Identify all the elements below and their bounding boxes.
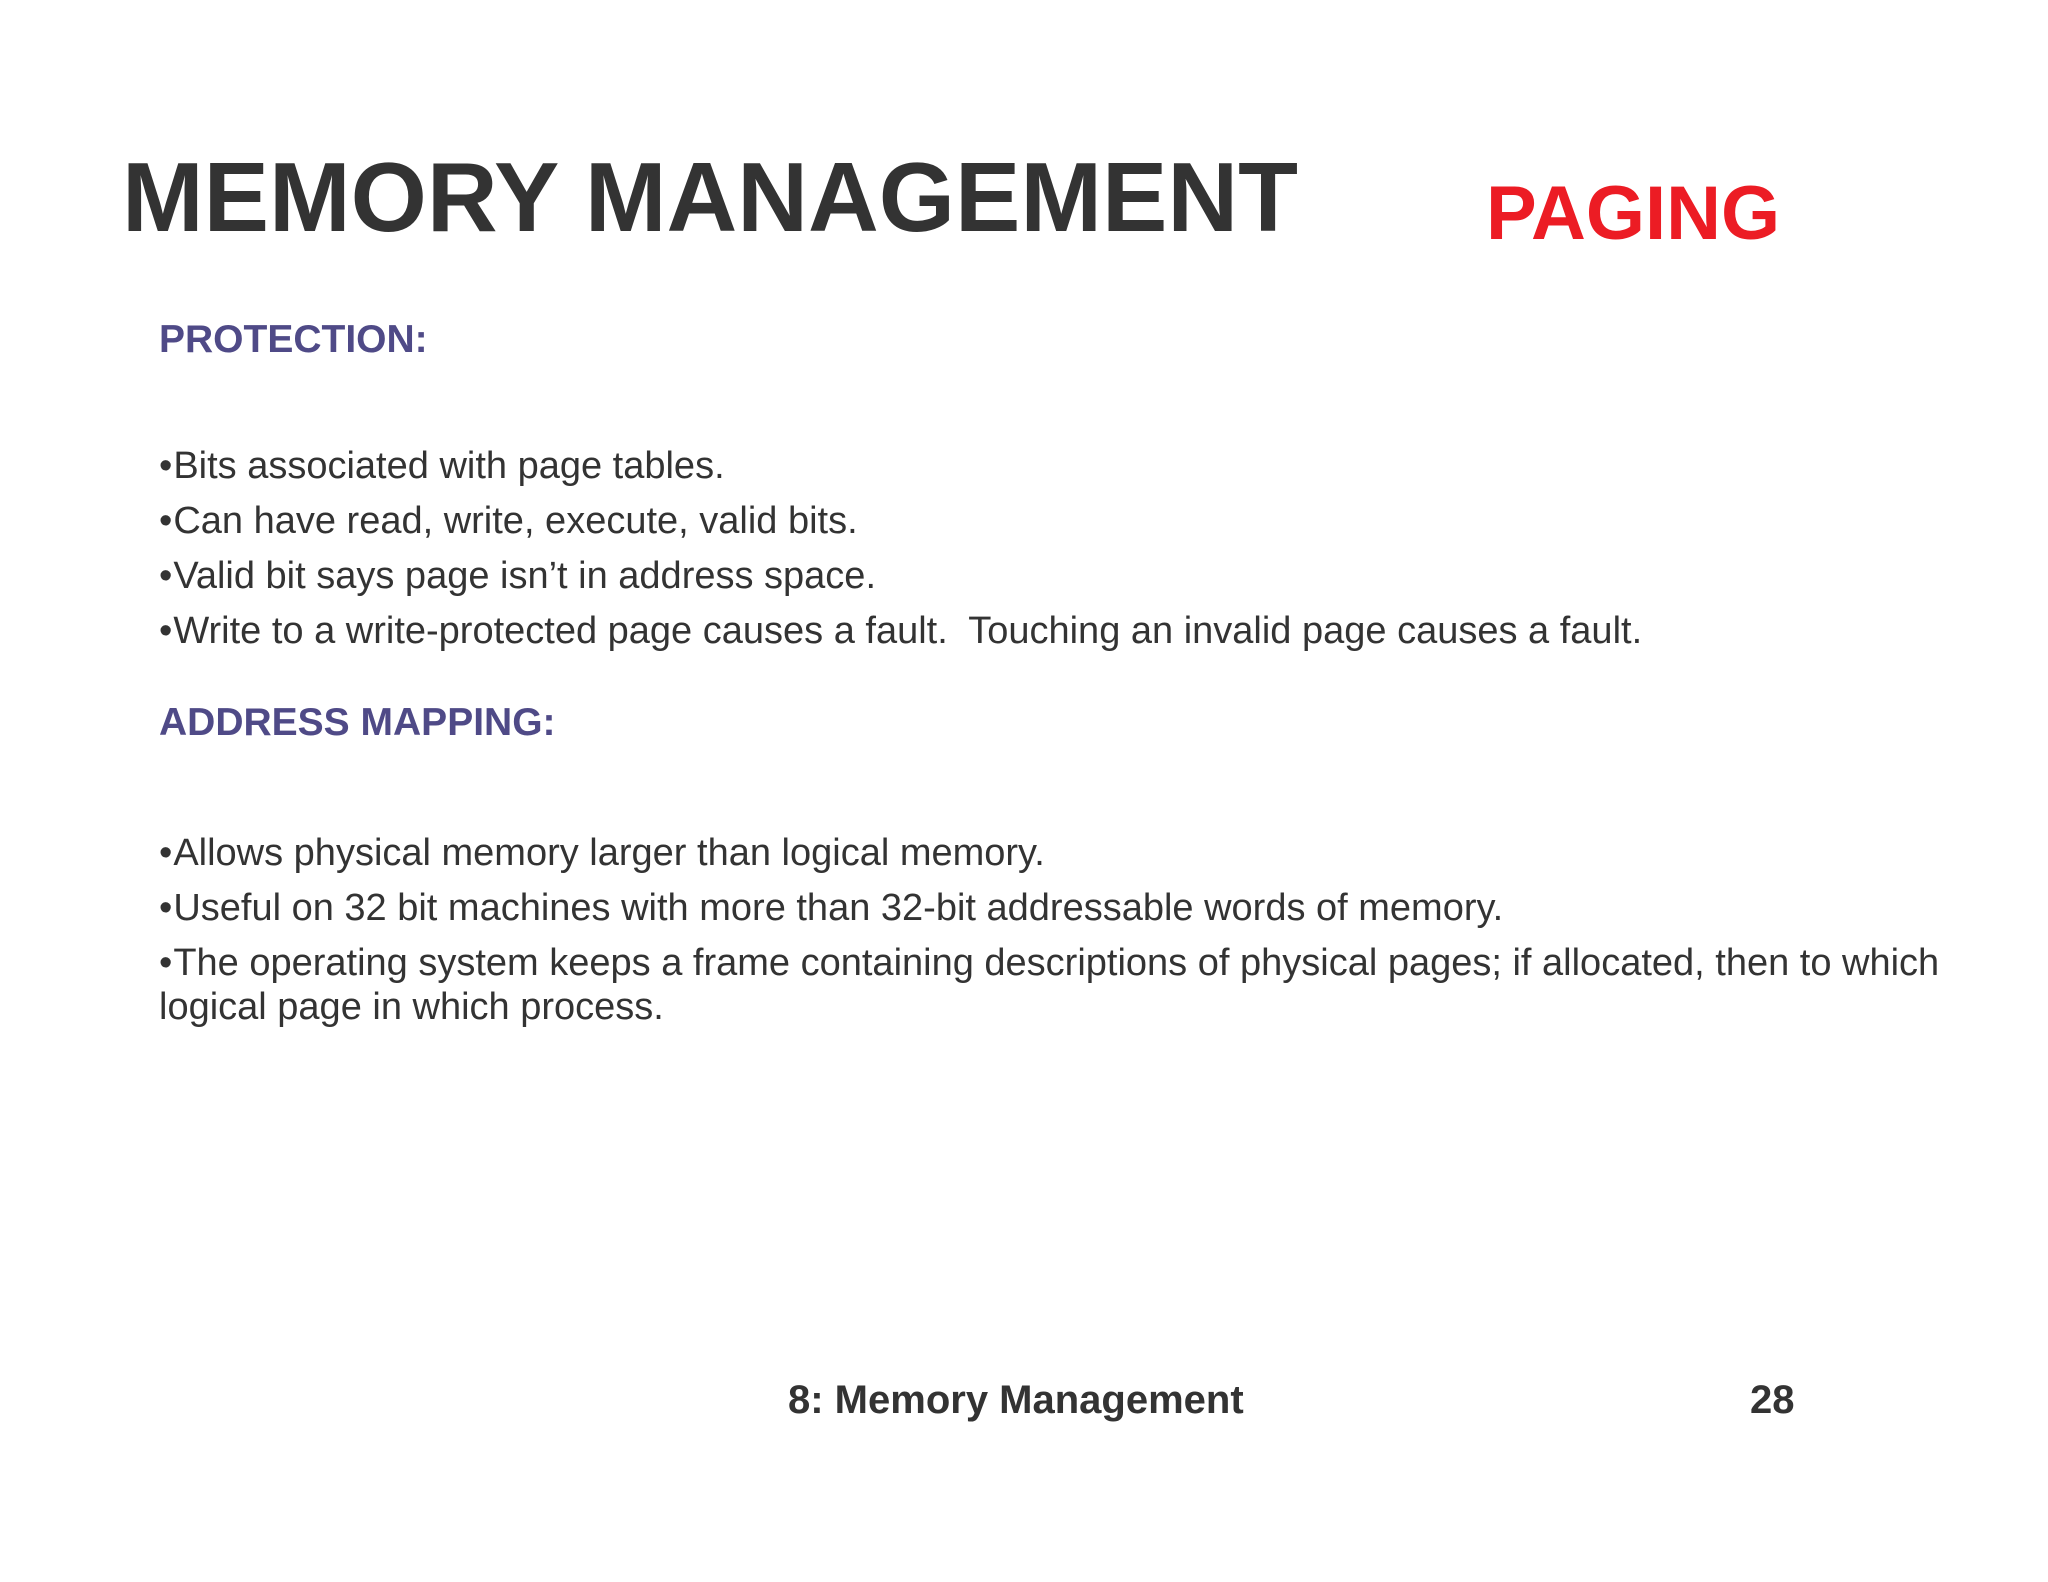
bullet-text: Can have read, write, execute, valid bits. [173,500,858,542]
bullet-text: The operating system keeps a frame containing descriptions of physical pages; if allocated, then to which logical page in which process. [159,942,1940,1028]
bullet-marker: • [159,555,173,597]
slide-title: MEMORY MANAGEMENT [122,142,1298,252]
section-heading: PROTECTION: [159,318,428,361]
bullet-item [159,499,1959,543]
bullet-marker: • [159,500,173,542]
bullet-item [159,831,1959,875]
bullet-marker: • [159,832,173,874]
bullet-marker: • [159,445,173,487]
bullet-marker: • [159,887,173,929]
bullet-marker: • [159,942,173,984]
footer-label: 8: Memory Management [788,1378,1244,1422]
bullet-text: Bits associated with page tables. [173,445,725,487]
bullet-list [159,831,1959,1029]
bullet-text: Write to a write-protected page causes a fault. Touching an invalid page causes a fault. [173,610,1643,652]
slide-subtitle: PAGING [1486,171,1781,256]
bullet-text: Useful on 32 bit machines with more than 32-bit addressable words of memory. [173,887,1504,929]
page-number: 28 [1750,1378,1795,1422]
address-mapping-section [159,703,1959,1040]
bullet-list [159,444,1959,653]
bullet-item [159,609,1959,653]
bullet-text: Valid bit says page isn’t in address space. [173,555,876,597]
bullet-item [159,444,1959,488]
bullet-text: Allows physical memory larger than logical memory. [173,832,1045,874]
bullet-item [159,941,1959,1029]
section-heading: ADDRESS MAPPING: [159,701,556,744]
bullet-item [159,554,1959,598]
bullet-marker: • [159,610,173,652]
protection-section [159,320,1959,664]
bullet-item [159,886,1959,930]
